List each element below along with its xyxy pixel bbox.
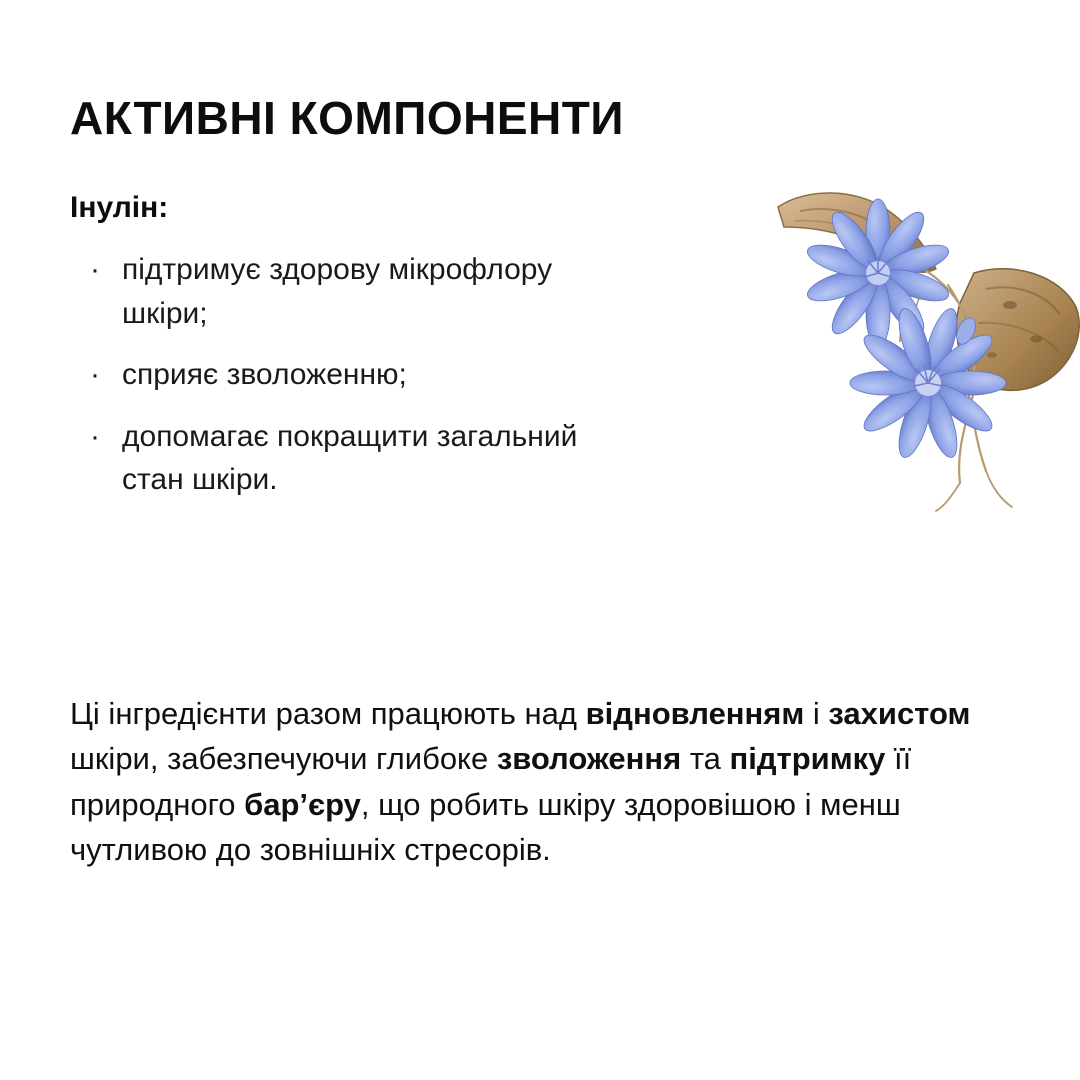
summary-text: Ці інгредієнти разом працюють над <box>70 696 586 731</box>
summary-text: і <box>804 696 829 731</box>
list-item-text: підтримує здорову мікрофлору шкіри; <box>122 253 553 330</box>
bullet-marker-icon: · <box>90 253 100 286</box>
summary-emphasis: відновленням <box>585 696 805 731</box>
benefits-list <box>70 248 630 502</box>
summary-emphasis: захистом <box>828 696 971 731</box>
list-item <box>70 248 630 335</box>
page-title: АКТИВНІ КОМПОНЕНТИ <box>70 91 624 144</box>
summary-text: , що робить шкіру здоровішою і менш чутливою до зовнішніх стресорів. <box>70 786 901 867</box>
summary-emphasis: зволоження <box>496 741 682 777</box>
chicory-photo <box>760 165 1080 545</box>
ingredient-block <box>70 190 630 502</box>
list-item-text: сприяє зволоженню; <box>122 358 407 391</box>
summary-emphasis: бар’єру <box>244 786 361 822</box>
list-item <box>70 415 630 502</box>
list-item-text: допомагає покращити загальний стан шкіри. <box>122 419 578 496</box>
ingredient-name: Інулін: <box>70 191 169 224</box>
summary-text: шкіри, забезпечуючи глибоке <box>70 741 497 777</box>
summary-text: її природного <box>70 741 912 822</box>
bullet-marker-icon: · <box>90 419 100 453</box>
summary-paragraph <box>70 691 1000 872</box>
summary-emphasis: підтримку <box>729 741 886 777</box>
list-item <box>70 353 630 397</box>
summary-text: та <box>681 741 730 777</box>
bullet-marker-icon: · <box>90 358 100 391</box>
